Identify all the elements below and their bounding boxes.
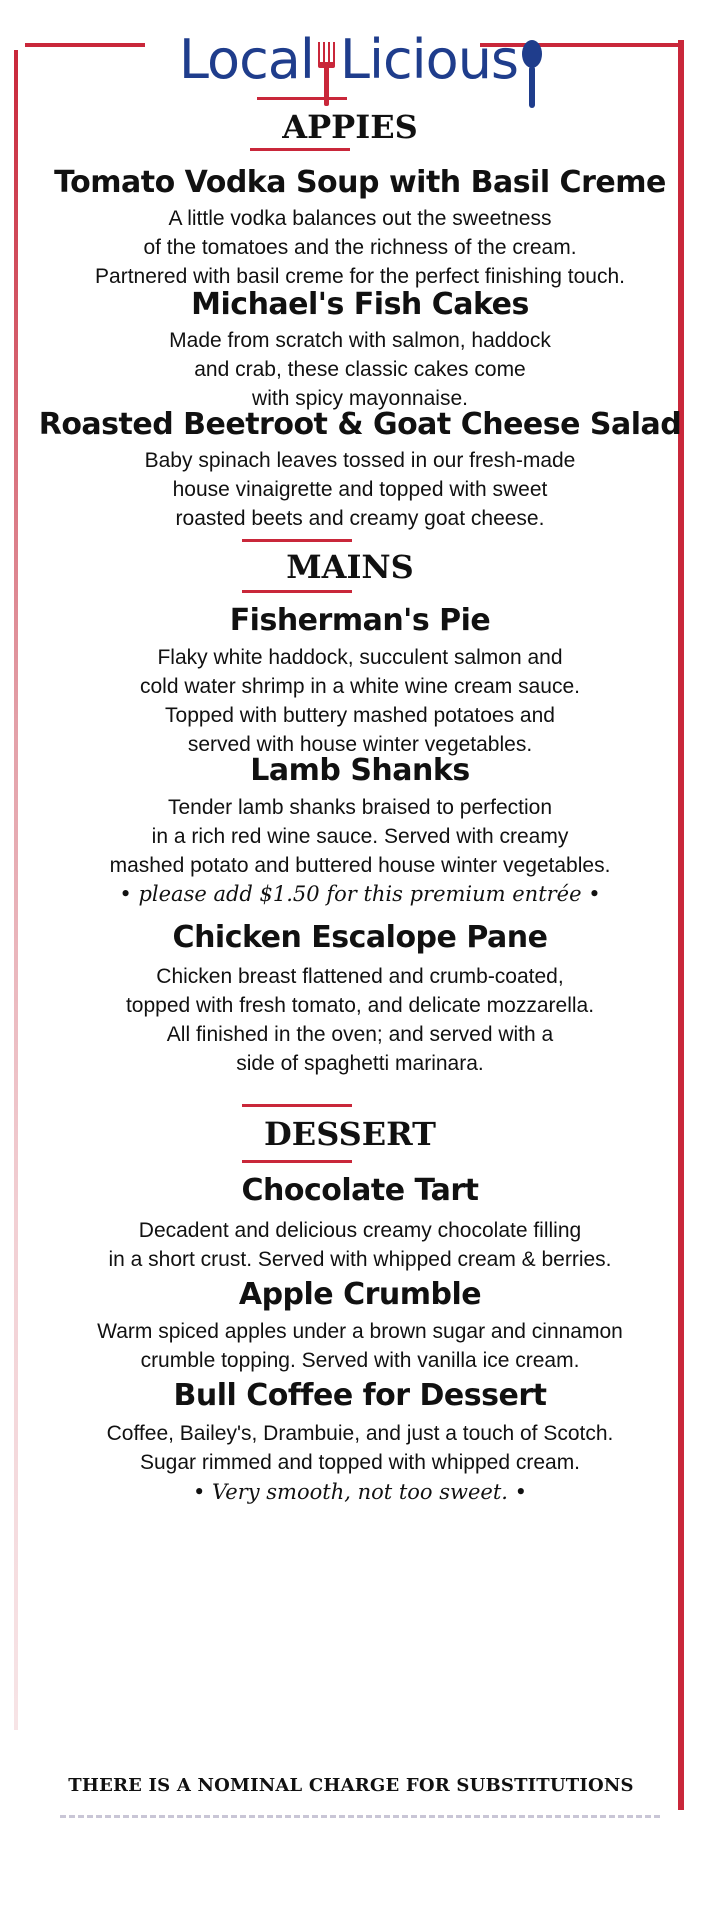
logo-text-left: Local xyxy=(178,28,314,91)
menu-item-description: A little vodka balances out the sweetness of the tomatoes and the richness of the cream. Partnered with basil creme for the perfect finishing touch. xyxy=(95,207,625,288)
section-title-appies: APPIES xyxy=(282,108,418,146)
menu-item-description: Coffee, Bailey's, Drambuie, and just a touch of Scotch. Sugar rimmed and topped with whipped cream. xyxy=(106,1422,614,1474)
menu-item-note: • please add $1.50 for this premium entrée • xyxy=(119,882,601,906)
section-rule xyxy=(257,97,347,100)
section-title-mains: MAINS xyxy=(286,548,414,586)
menu-item-title: Chocolate Tart xyxy=(241,1173,479,1208)
spoon-icon xyxy=(520,32,544,116)
bottom-border xyxy=(60,1815,660,1821)
menu-item-description: Baby spinach leaves tossed in our fresh-made house vinaigrette and topped with sweet roasted beets and creamy goat cheese. xyxy=(144,449,576,530)
menu-item-note: • Very smooth, not too sweet. • xyxy=(192,1480,528,1504)
menu-item-title: Michael's Fish Cakes xyxy=(191,287,529,322)
menu-item-title: Bull Coffee for Dessert xyxy=(173,1378,547,1413)
logo-text-right: Licious xyxy=(339,28,519,91)
menu-item-title: Fisherman's Pie xyxy=(229,603,491,638)
section-rule xyxy=(242,1104,352,1107)
menu-item-description: Decadent and delicious creamy chocolate filling in a short crust. Served with whipped cream & berries. xyxy=(108,1219,612,1271)
left-border xyxy=(14,50,18,1730)
menu-item-description: Flaky white haddock, succulent salmon and cold water shrimp in a white wine cream sauce. Topped with buttery mashed potatoes and served with house winter vegetables. xyxy=(139,646,580,756)
fork-icon xyxy=(316,32,338,116)
logo xyxy=(0,20,723,100)
section-rule xyxy=(242,590,352,593)
section-rule xyxy=(242,1160,352,1163)
menu-item-description: Tender lamb shanks braised to perfection in a rich red wine sauce. Served with creamy mashed potato and buttered house winter vegetables. xyxy=(109,796,611,877)
menu-item-title: Lamb Shanks xyxy=(250,753,470,788)
menu-item-title: Tomato Vodka Soup with Basil Creme xyxy=(54,165,666,200)
menu-item-title: Chicken Escalope Pane xyxy=(172,920,548,955)
menu-item-title: Roasted Beetroot & Goat Cheese Salad xyxy=(38,407,682,442)
menu-item-description: Warm spiced apples under a brown sugar and cinnamon crumble topping. Served with vanilla ice cream. xyxy=(97,1320,623,1372)
menu-item-description: Made from scratch with salmon, haddock and crab, these classic cakes come with spicy mayonnaise. xyxy=(169,329,551,410)
footer-notice: THERE IS A NOMINAL CHARGE FOR SUBSTITUTIONS xyxy=(68,1775,634,1796)
section-rule xyxy=(242,539,352,542)
section-rule xyxy=(250,148,350,151)
section-title-dessert: DESSERT xyxy=(264,1115,436,1153)
menu-item-title: Apple Crumble xyxy=(238,1277,482,1312)
menu-item-description: Chicken breast flattened and crumb-coated, topped with fresh tomato, and delicate mozzarella. All finished in the oven; and served with a side of spaghetti marinara. xyxy=(125,965,595,1075)
